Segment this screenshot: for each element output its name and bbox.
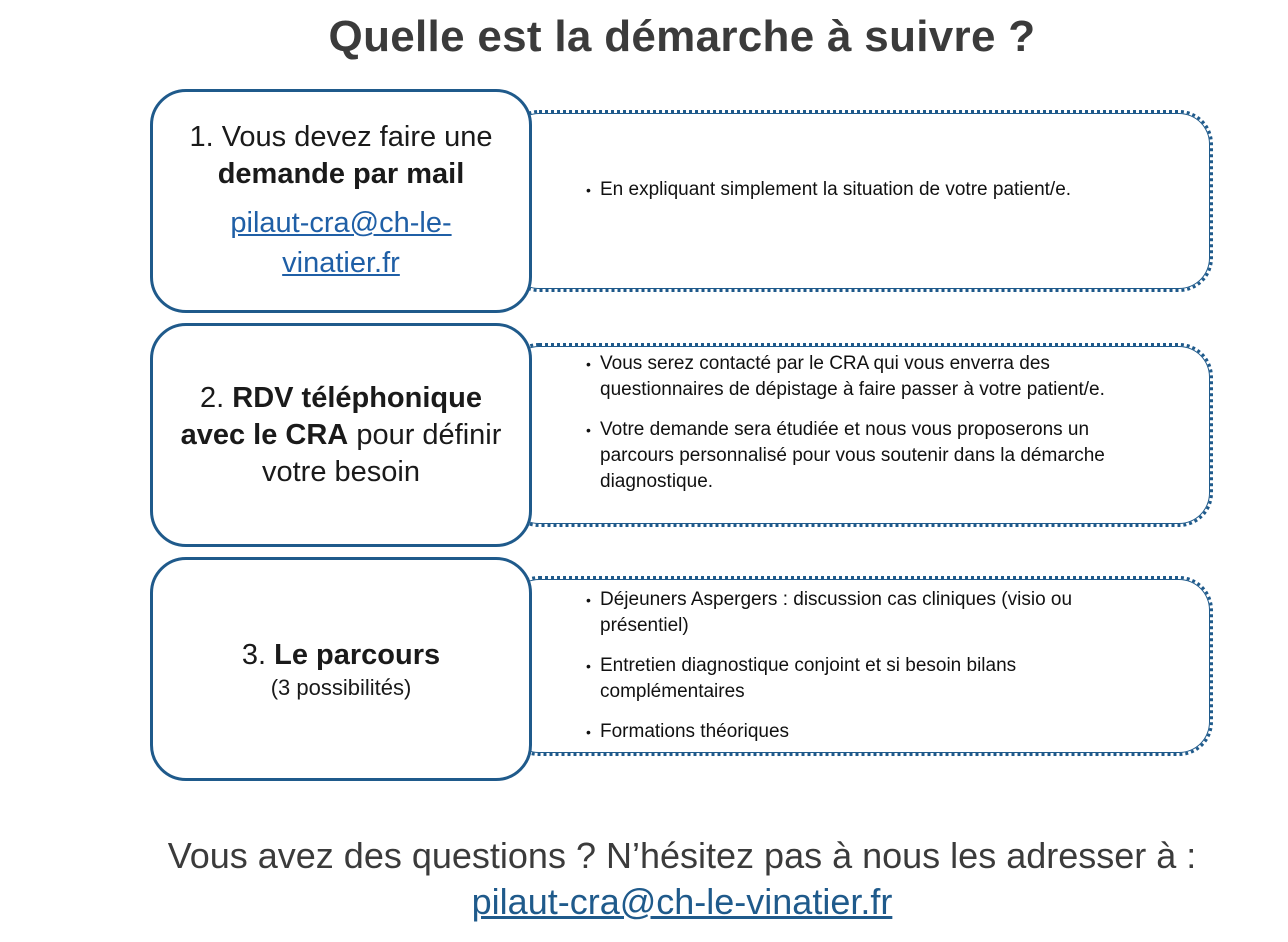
step3-details [505,576,1213,756]
list-item: • Entretien diagnostique conjoint et si besoin bilans complémentaires [586,655,1017,702]
bullet-icon: • [586,182,591,198]
footer [0,833,1288,925]
footer-email-link[interactable]: pilaut-cra@ch-le-vinatier.fr [471,881,893,922]
list-item: • Déjeuners Aspergers : discussion cas cliniques (visio ou présentiel) [586,589,1073,636]
list-item: • Vous serez contacté par le CRA qui vous enverra des questionnaires de dépistage à faire passer à votre patient/e. [586,353,1105,400]
email-link[interactable]: vinatier.fr [282,247,400,279]
page-title: Quelle est la démarche à suivre ? [328,12,1036,61]
footer-question: Vous avez des questions ? N’hésitez pas à nous les adresser à : [167,835,1197,876]
list-item: • Formations théoriques [586,719,1140,745]
list-item: • En expliquant simplement la situation de votre patient/e. [586,177,1140,203]
step1-box: 1. Vous devez faire une demande par mail pilaut-cra@ch-le- vinatier.fr [150,89,532,313]
step3-box: 3. Le parcours (3 possibilités) [150,557,532,781]
bullet-icon: • [586,356,591,372]
bullet-icon: • [586,422,591,438]
step2-box: 2. RDV téléphonique avec le CRA pour définir votre besoin [150,323,532,547]
step2-details [505,343,1213,527]
bullet-icon: • [586,658,591,674]
bullet-icon: • [586,592,591,608]
bullet-icon: • [586,724,591,740]
list-item: • Votre demande sera étudiée et nous vous proposerons un parcours personnalisé pour vous soutenir dans la démarche diagnostique. [586,419,1105,492]
email-link[interactable]: pilaut-cra@ch-le- [230,207,452,239]
step1-details [505,110,1213,292]
